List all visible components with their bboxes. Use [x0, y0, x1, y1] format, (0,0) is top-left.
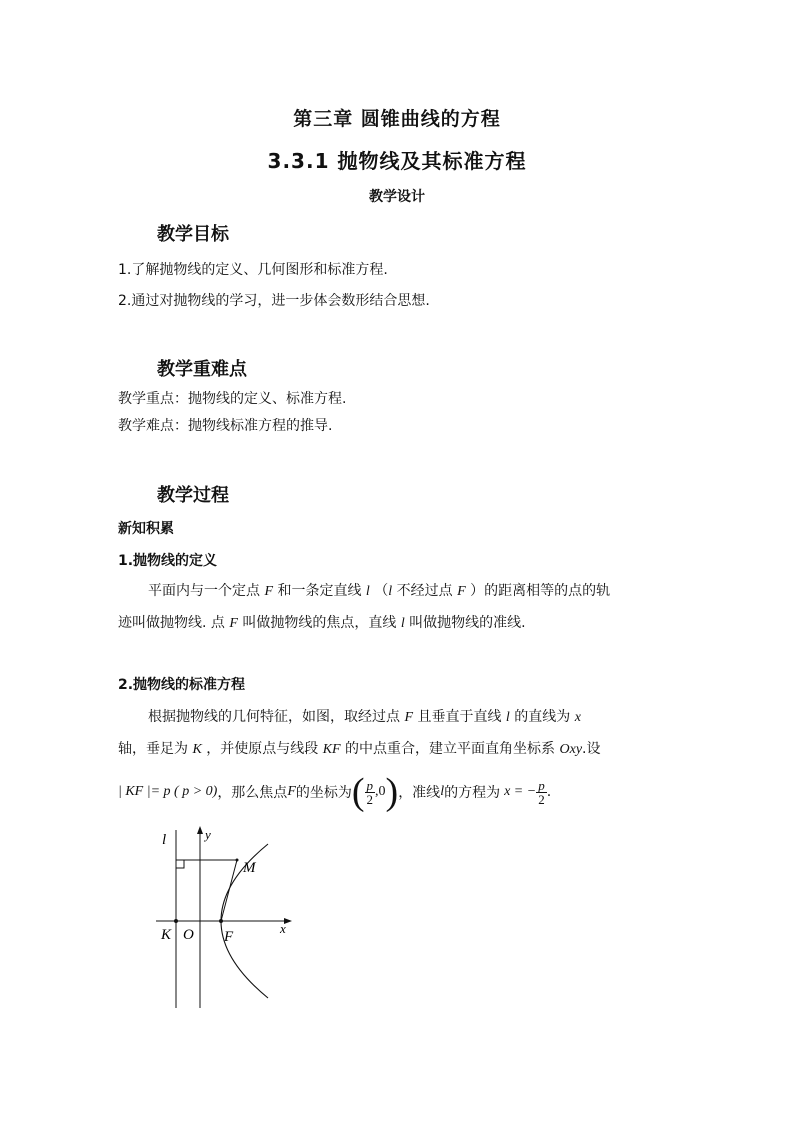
math-F: F	[457, 584, 466, 599]
text-seg: 且垂直于直线	[417, 709, 502, 725]
process-heading: 教学过程	[157, 485, 229, 506]
math-K: K	[192, 742, 202, 757]
goal-item-1: 1.了解抛物线的定义、几何图形和标准方程.	[118, 262, 388, 278]
math-KF: KF	[322, 742, 341, 757]
fraction-denominator: 2	[538, 791, 545, 807]
parabola-figure	[150, 822, 300, 1012]
text-seg: 轴，垂足为	[118, 741, 188, 757]
math-F: F	[264, 584, 274, 599]
math-F: F	[404, 710, 414, 725]
y-axis-arrow	[197, 826, 203, 834]
math-l: l	[505, 710, 510, 725]
math-l: l	[400, 616, 405, 631]
label-y: y	[205, 827, 211, 842]
text-seg: .	[546, 784, 552, 800]
math-x: x	[574, 710, 581, 725]
text-seg: ，准线	[398, 785, 441, 801]
point-K	[174, 919, 178, 923]
text-seg: 的直线为	[514, 709, 571, 725]
text-seg: （	[374, 583, 389, 599]
text-seg: 和一条定直线	[277, 583, 362, 599]
focus-x-fraction	[365, 779, 376, 806]
math-l: l	[440, 784, 445, 799]
standard-line-3	[118, 768, 551, 816]
fraction-numerator: p	[366, 777, 374, 793]
goals-heading: 教学目标	[157, 224, 229, 245]
goal-item-2: 2.通过对抛物线的学习，进一步体会数形结合思想.	[118, 293, 430, 309]
key-point: 教学重点：抛物线的定义、标准方程.	[118, 391, 347, 407]
text-seg: ，那么焦点	[217, 785, 288, 801]
text-seg: 的坐标为	[295, 785, 352, 801]
label-l: l	[162, 832, 167, 848]
text-seg: 叫做抛物线的焦点，直线	[242, 615, 397, 631]
text-seg: 不经过点	[396, 583, 453, 599]
math-Oxy: Oxy	[559, 742, 583, 757]
label-K: K	[161, 927, 172, 943]
difficult-point: 教学难点：抛物线标准方程的推导.	[118, 418, 333, 434]
fraction-numerator: p	[538, 777, 545, 793]
right-angle-mark	[176, 860, 184, 868]
label-F: F	[224, 929, 234, 945]
directrix-fraction	[536, 779, 547, 806]
math-l: l	[388, 584, 393, 599]
coord-rest: ,0	[375, 784, 386, 799]
text-seg: .设	[582, 741, 601, 757]
section-title: 3.3.1 抛物线及其标准方程	[267, 149, 527, 173]
segment-MF	[221, 860, 237, 921]
text-seg: 的中点重合，建立平面直角坐标系	[345, 741, 556, 757]
label-M: M	[243, 860, 256, 876]
standard-equation-title: 2.抛物线的标准方程	[118, 677, 246, 693]
text-seg: ，并使原点与线段	[206, 741, 319, 757]
math-F: F	[229, 616, 238, 631]
math-l: l	[365, 584, 370, 599]
text-seg: 叫做抛物线的准线.	[409, 615, 526, 631]
process-subheading: 新知积累	[118, 521, 174, 537]
text-seg: 根据抛物线的几何特征，如图，取经过点	[148, 709, 400, 725]
math-equation-lhs: x = −	[504, 784, 537, 799]
right-paren: )	[385, 771, 399, 813]
definition-line-1	[148, 580, 610, 600]
point-M	[236, 859, 239, 862]
math-abs-expression: | KF |= p ( p > 0)	[118, 784, 218, 799]
text-seg: 的方程为	[444, 785, 501, 801]
definition-line-2	[118, 612, 526, 632]
text-seg: 平面内与一个定点	[148, 583, 260, 599]
text-seg: ）的距离相等的点的轨	[470, 583, 611, 599]
label-x: x	[280, 921, 286, 936]
point-F	[219, 919, 223, 923]
fraction-denominator: 2	[366, 791, 374, 807]
text-seg: 迹叫做抛物线. 点	[118, 615, 225, 631]
left-paren: (	[351, 771, 365, 813]
math-F: F	[287, 784, 296, 799]
definition-title: 1.抛物线的定义	[118, 553, 218, 569]
chapter-title: 第三章 圆锥曲线的方程	[293, 108, 501, 130]
standard-line-1	[148, 706, 581, 726]
standard-line-2	[118, 738, 601, 758]
label-O: O	[183, 927, 194, 943]
keypoints-heading: 教学重难点	[157, 359, 247, 380]
doc-type-label: 教学设计	[369, 189, 425, 205]
